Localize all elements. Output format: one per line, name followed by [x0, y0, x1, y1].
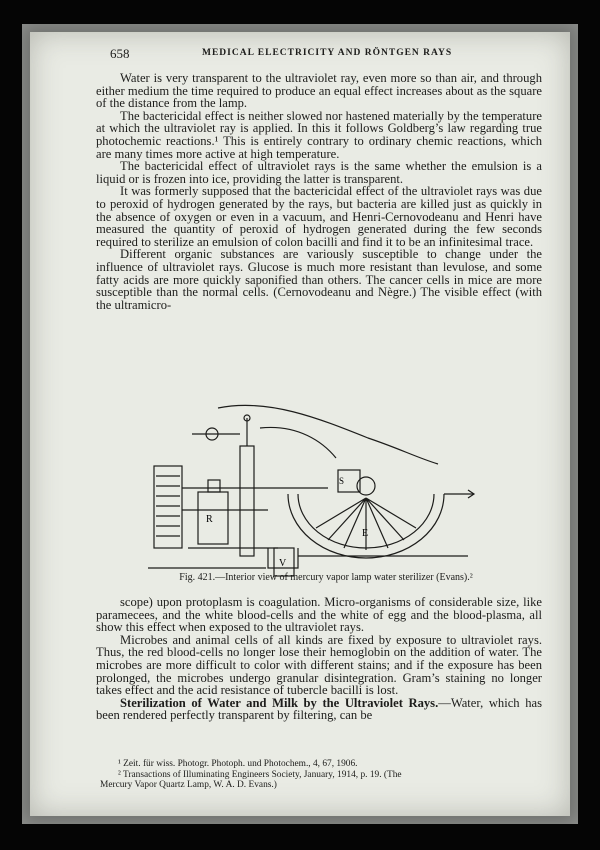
figure-label-v: V [279, 558, 287, 569]
grey-mat [22, 24, 578, 824]
paragraph: Microbes and animal cells of all kinds are fixed by exposure to ultraviolet rays. Thus, the red blood-cells no longer lose their hemoglobin on the addition of water. The microbes are more difficult to color with different stains; and if the exposure has been prolonged, the microbes undergo granular disintegration. Gram’s staining no longer takes effect and the acid resistance of tubercle bacilli is lost. [96, 632, 542, 698]
footnotes [100, 759, 540, 791]
section-heading: Sterilization of Water and Milk by the Ultraviolet Rays. [120, 695, 439, 710]
body-text-top [96, 72, 542, 311]
running-head: MEDICAL ELECTRICITY AND RÖNTGEN RAYS [202, 48, 453, 58]
figure-label-s: S [339, 476, 345, 486]
section-text: —Water, which has been rendered perfectly transparent by filtering, can be [96, 695, 542, 723]
body-text-bottom [96, 596, 542, 722]
paragraph: Different organic substances are variously susceptible to change under the influence of ultraviolet rays. Glucose is much more resistant than levulose, and some fatty acids are more quickly saponified than others. The cancer cells in mice are more susceptible than the normal cells. (Cernovodeanu and Nègre.) The visible effect (with the ultramicro- [96, 247, 542, 312]
figure-sterilizer-illustration [148, 398, 478, 582]
book-page [30, 32, 570, 816]
paragraph: It was formerly supposed that the bactericidal effect of the ultraviolet rays was due to peroxid of hydrogen generated by the rays, but bacteria are killed just as quickly in the absence of oxygen or even in a vacuum, and Henri-Cernovodeanu and Henri have measured the quantity of peroxid of hydrogen generated during the few seconds required to sterilize an emulsion of colon bacilli and find it to be an infinitesimal trace. [96, 184, 542, 249]
page-header [110, 46, 550, 60]
figure-label-r: R [206, 514, 213, 525]
paragraph: The bactericidal effect of ultraviolet rays is the same whether the emulsion is a liquid or is frozen into ice, providing the latter is transparent. [96, 159, 542, 186]
section-paragraph [96, 697, 542, 722]
figure-label-e: E [362, 528, 369, 539]
sterilizer-engraving [148, 398, 478, 582]
footnote-2: ² Transactions of Illuminating Engineers Society, January, 1914, p. 19. (The [118, 769, 402, 780]
footnote-1: ¹ Zeit. für wiss. Photogr. Photoph. und Photochem., 4, 67, 1906. [118, 759, 358, 769]
page-number: 658 [110, 46, 130, 61]
paragraph: The bactericidal effect is neither slowed nor hastened materially by the temperature at which the ultraviolet ray is applied. In this it follows Goldberg’s law regarding true photochemic reactions.¹ This is entirely contrary to ordinary chemic reactions, which are many times more active at high temperature. [96, 108, 542, 161]
paragraph: scope) upon protoplasm is coagulation. Micro-organisms of considerable size, like paramecees, and the white blood-cells and the white of egg and the blood-plasma, all show this effect when exposed to the ultraviolet rays. [96, 595, 542, 635]
footnote-2-continued: Mercury Vapor Quartz Lamp, W. A. D. Evans.) [100, 780, 277, 790]
paragraph: Water is very transparent to the ultraviolet ray, even more so than air, and through either medium the time required to produce an equal effect increases about as the square of the distance from the lamp. [96, 71, 542, 111]
figure-caption: Fig. 421.—Interior view of mercury vapor lamp water sterilizer (Evans).² [179, 572, 473, 583]
